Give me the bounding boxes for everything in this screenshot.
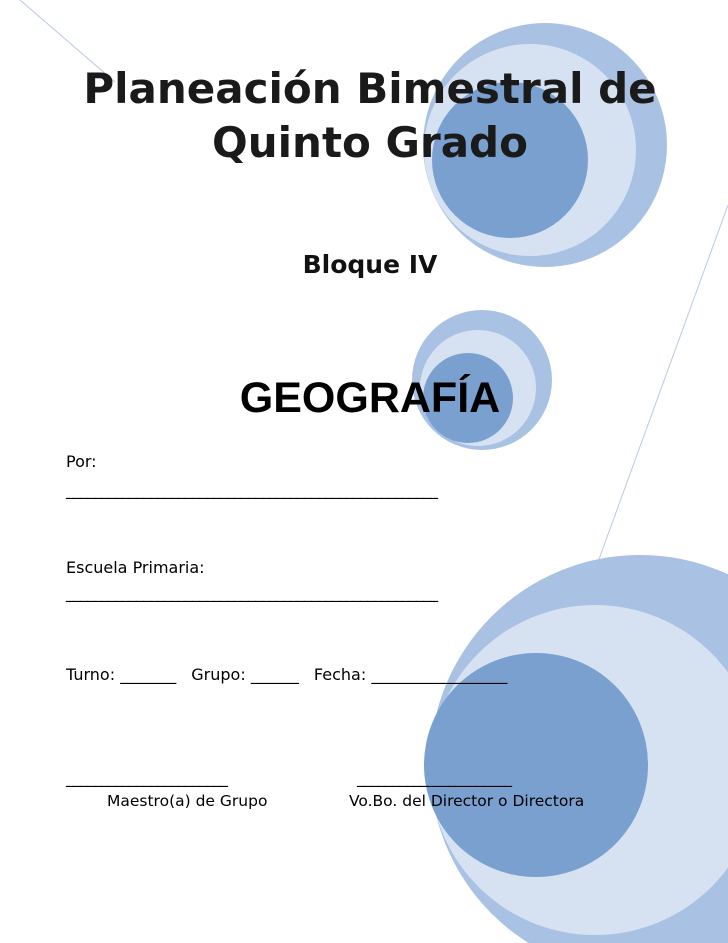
decor-circle-bottom-inner: [424, 653, 648, 877]
page-title: [40, 62, 700, 170]
fecha-field[interactable]: Fecha: _________________: [313, 665, 508, 684]
teacher-signature-caption: Maestro(a) de Grupo: [107, 792, 268, 810]
block-heading: Bloque IV: [302, 250, 438, 279]
grupo-field[interactable]: Grupo: ______: [191, 665, 299, 684]
subject-heading: GEOGRAFÍA: [239, 374, 501, 422]
teacher-signature-line[interactable]: _______________________: [66, 768, 227, 787]
turno-grupo-fecha-row: [66, 665, 517, 684]
escuela-label: Escuela Primaria:: [66, 558, 205, 577]
director-signature-caption: Vo.Bo. del Director o Directora: [349, 792, 585, 810]
title-line-1: Planeación Bimestral de: [83, 64, 657, 113]
turno-field[interactable]: Turno: _______: [66, 665, 177, 684]
por-label: Por:: [66, 452, 97, 471]
title-line-2: Quinto Grado: [212, 118, 528, 167]
escuela-input-line[interactable]: _____________________________________________________: [66, 583, 437, 602]
director-signature-line[interactable]: ______________________: [357, 768, 511, 787]
por-input-line[interactable]: _____________________________________________________: [66, 480, 437, 499]
